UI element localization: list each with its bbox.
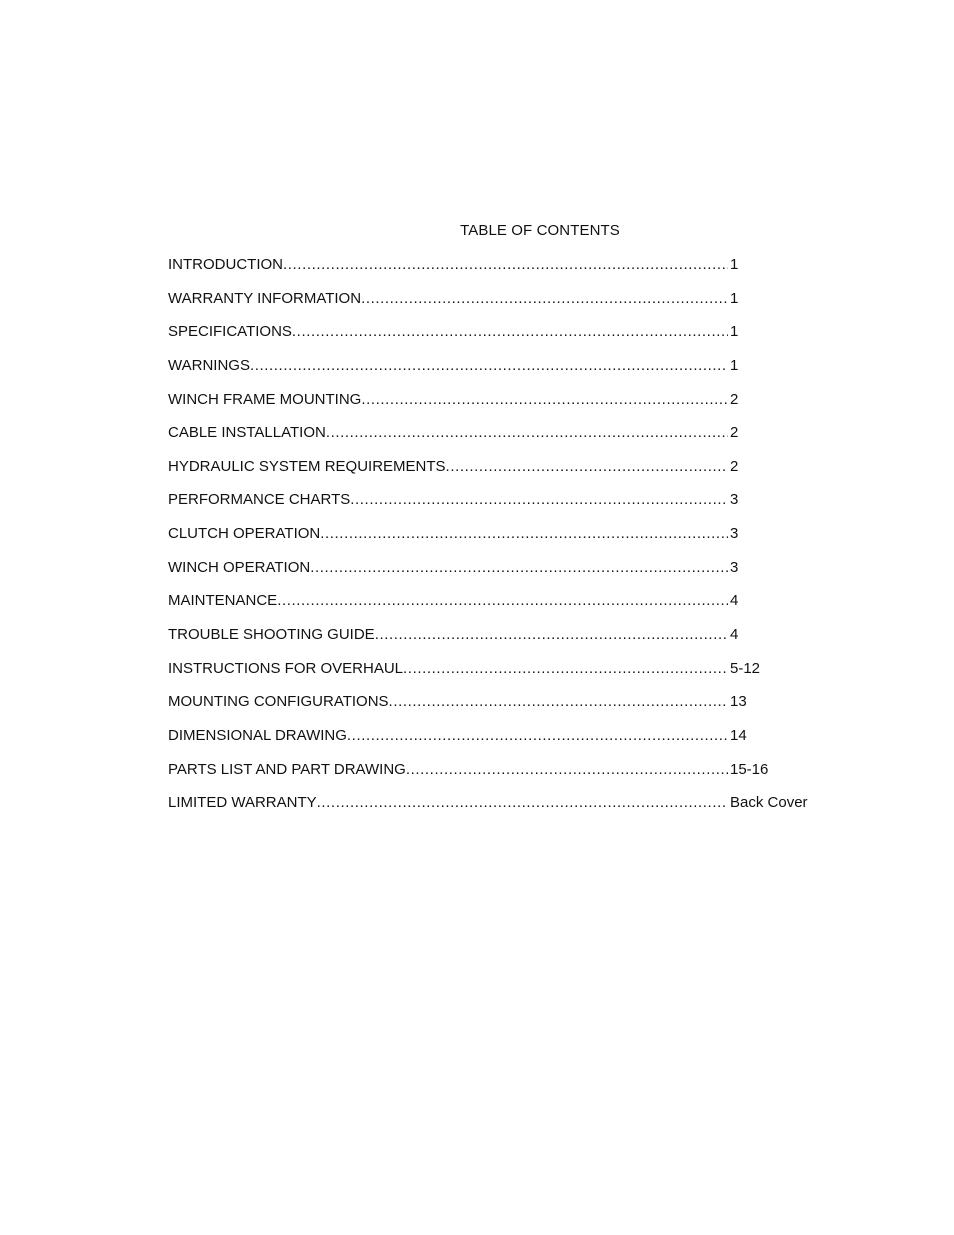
toc-entry-page: 15-16 <box>730 760 769 778</box>
toc-entry-page: 2 <box>730 457 739 475</box>
toc-entry-label: WINCH OPERATION <box>168 558 311 576</box>
toc-entry-label: INSTRUCTIONS FOR OVERHAUL <box>168 659 404 677</box>
toc-entry-label: CLUTCH OPERATION <box>168 525 321 543</box>
toc-entry-page: 1 <box>730 256 739 273</box>
toc-entry <box>168 626 848 660</box>
dot-leader <box>361 290 728 308</box>
toc-entry-page: 5-12 <box>730 659 761 677</box>
toc-entry-label: MAINTENANCE <box>168 592 278 610</box>
dot-leader <box>320 525 728 543</box>
toc-entry-page: 3 <box>730 525 739 543</box>
toc-entry <box>168 592 848 626</box>
toc-entry-label: LIMITED WARRANTY <box>168 794 317 812</box>
dot-leader <box>250 357 728 375</box>
toc-entry <box>168 256 848 290</box>
toc-entry <box>168 290 848 324</box>
toc-entry-page: 4 <box>730 592 739 610</box>
toc-entry-page: 2 <box>730 424 739 442</box>
toc-entry-label: SPECIFICATIONS <box>168 323 292 341</box>
dot-leader <box>403 660 728 678</box>
toc-entry-page: 1 <box>730 323 739 341</box>
dot-leader <box>317 794 728 812</box>
toc-entry-page: 2 <box>730 390 739 408</box>
toc-entry-label: HYDRAULIC SYSTEM REQUIREMENTS <box>168 457 446 475</box>
toc-entry <box>168 693 848 727</box>
toc-entry <box>168 559 848 593</box>
page-title: TABLE OF CONTENTS <box>460 222 620 239</box>
toc-entry <box>168 391 848 425</box>
toc-entry-label: DIMENSIONAL DRAWING <box>168 726 347 744</box>
toc-entry-page: 1 <box>730 289 739 307</box>
dot-leader <box>277 592 728 610</box>
toc-entry <box>168 794 848 828</box>
toc-entry <box>168 525 848 559</box>
dot-leader <box>446 458 728 476</box>
toc-entry-label: CABLE INSTALLATION <box>168 424 326 442</box>
toc-entry-page: 1 <box>730 356 739 374</box>
dot-leader <box>361 391 728 409</box>
toc-entry <box>168 491 848 525</box>
dot-leader <box>375 626 728 644</box>
toc-entry <box>168 458 848 492</box>
toc-entry-page: 13 <box>730 693 747 711</box>
dot-leader <box>406 761 728 779</box>
toc-entry-page: Back Cover <box>730 794 808 812</box>
toc-entry <box>168 323 848 357</box>
dot-leader <box>326 424 728 442</box>
toc-entry-page: 3 <box>730 491 739 509</box>
dot-leader <box>350 491 728 509</box>
toc-entry <box>168 761 848 795</box>
toc-entry-label: MOUNTING CONFIGURATIONS <box>168 693 389 711</box>
dot-leader <box>347 727 728 745</box>
table-of-contents <box>168 256 848 828</box>
toc-entry-label: PARTS LIST AND PART DRAWING <box>168 760 406 778</box>
toc-entry-label: TROUBLE SHOOTING GUIDE <box>168 626 375 644</box>
dot-leader <box>283 256 728 274</box>
toc-entry-label: PERFORMANCE CHARTS <box>168 491 351 509</box>
toc-entry-label: WARNINGS <box>168 356 250 374</box>
toc-entry-page: 14 <box>730 726 747 744</box>
toc-entry <box>168 727 848 761</box>
toc-entry-page: 4 <box>730 626 739 644</box>
toc-entry <box>168 424 848 458</box>
toc-entry-label: WINCH FRAME MOUNTING <box>168 390 362 408</box>
dot-leader <box>389 693 728 711</box>
dot-leader <box>310 559 728 577</box>
toc-entry <box>168 660 848 694</box>
toc-entry <box>168 357 848 391</box>
toc-entry-page: 3 <box>730 558 739 576</box>
toc-entry-label: INTRODUCTION <box>168 256 283 273</box>
dot-leader <box>292 323 728 341</box>
toc-entry-label: WARRANTY INFORMATION <box>168 289 362 307</box>
